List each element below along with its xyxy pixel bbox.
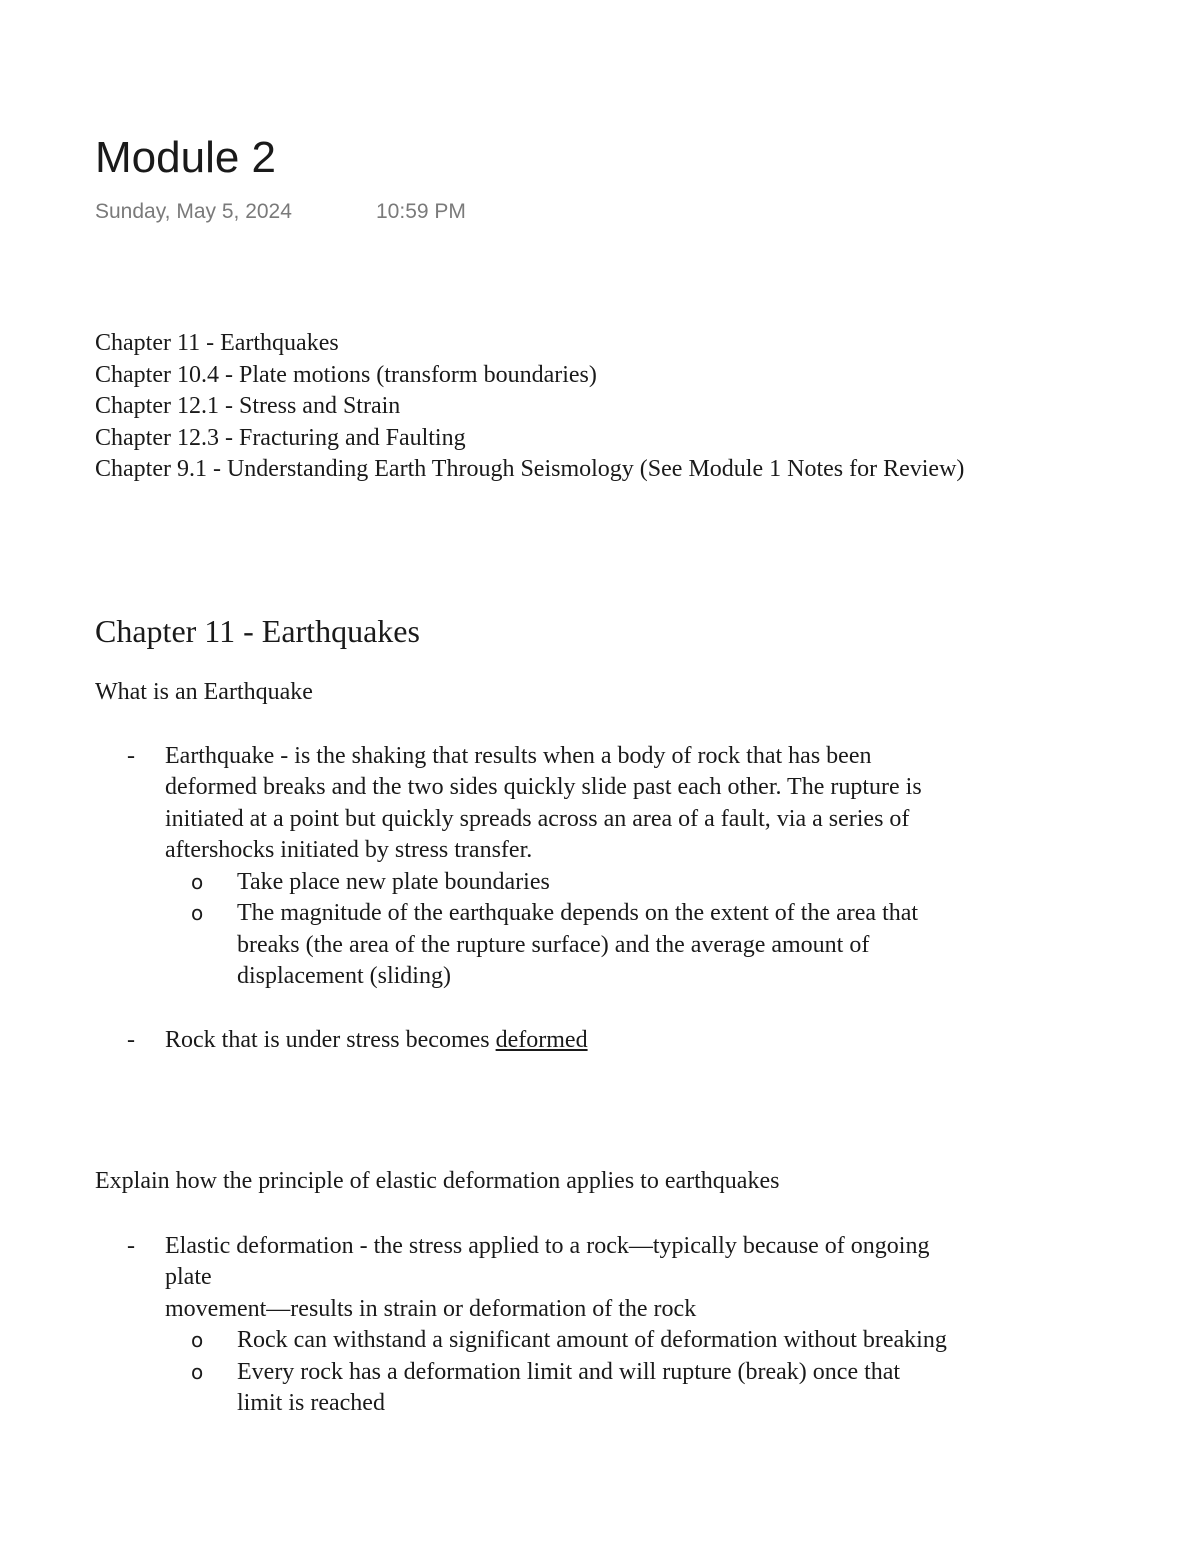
question-heading: Explain how the principle of elastic deformation applies to earthquakes (95, 1168, 780, 1195)
bullet-line: deformed breaks and the two sides quickly slide past each other. The rupture is (165, 774, 922, 801)
sub-bullet-line: limit is reached (237, 1390, 385, 1417)
page-bottom-margin (0, 1436, 1200, 1553)
dash-bullet: - (127, 1232, 135, 1259)
sub-bullet-item (165, 1357, 1155, 1420)
chapter-item: Chapter 9.1 - Understanding Earth Through Seismology (See Module 1 Notes for Review) (95, 456, 965, 482)
page-title: Module 2 (95, 133, 277, 182)
note-date: Sunday, May 5, 2024 (95, 200, 292, 223)
sub-bullet-line: Every rock has a deformation limit and will rupture (break) once that (237, 1358, 901, 1385)
bullet-line: Earthquake - is the shaking that results when a body of rock that has been (165, 742, 872, 769)
circle-bullet-icon: o (191, 1328, 204, 1353)
bullet-list (95, 1231, 1155, 1420)
dash-bullet: - (127, 742, 135, 769)
sub-bullet-line: displacement (sliding) (237, 963, 451, 990)
circle-bullet-icon: o (191, 1359, 204, 1384)
sub-bullet-line: Rock can withstand a significant amount of deformation without breaking (237, 1327, 947, 1354)
chapter-item: Chapter 12.3 - Fracturing and Faulting (95, 424, 466, 451)
sub-bullet-item (165, 867, 1155, 899)
bullet-line: aftershocks initiated by stress transfer. (165, 837, 533, 864)
bullet-line: movement—results in strain or deformation of the rock (165, 1295, 697, 1322)
bullet-item (95, 1025, 1155, 1057)
chapter-item: Chapter 12.1 - Stress and Strain (95, 393, 401, 419)
bullet-list (95, 741, 1155, 1057)
bullet-line: plate (165, 1264, 212, 1291)
dash-bullet: - (127, 1026, 135, 1053)
question-heading: What is an Earthquake (95, 679, 313, 706)
chapter-item: Chapter 10.4 - Plate motions (transform boundaries) (95, 361, 597, 388)
note-page (95, 132, 1155, 1420)
sub-bullet-line: The magnitude of the earthquake depends on the extent of the area that (237, 900, 919, 927)
sub-bullet-line: Take place new plate boundaries (237, 868, 550, 895)
bullet-item (95, 741, 1155, 993)
underlined-term: deformed (495, 1026, 588, 1053)
bullet-line: initiated at a point but quickly spreads across an area of a fault, via a series of (165, 805, 910, 832)
sub-bullet-item (165, 898, 1155, 993)
bullet-text: Rock that is under stress becomes (165, 1026, 496, 1053)
bullet-line: Elastic deformation - the stress applied to a rock—typically because of ongoing (165, 1232, 930, 1259)
chapter-item: Chapter 11 - Earthquakes (95, 330, 339, 356)
chapter-list (95, 328, 1155, 486)
section-heading: Chapter 11 - Earthquakes (95, 612, 420, 649)
bullet-line (165, 1025, 1155, 1057)
sub-bullet-item (165, 1325, 1155, 1357)
note-datetime (95, 200, 1155, 230)
note-time: 10:59 PM (376, 200, 466, 223)
circle-bullet-icon: o (191, 901, 204, 926)
bullet-item (95, 1231, 1155, 1420)
sub-bullet-line: breaks (the area of the rupture surface) and the average amount of (237, 931, 870, 958)
circle-bullet-icon: o (191, 869, 204, 894)
